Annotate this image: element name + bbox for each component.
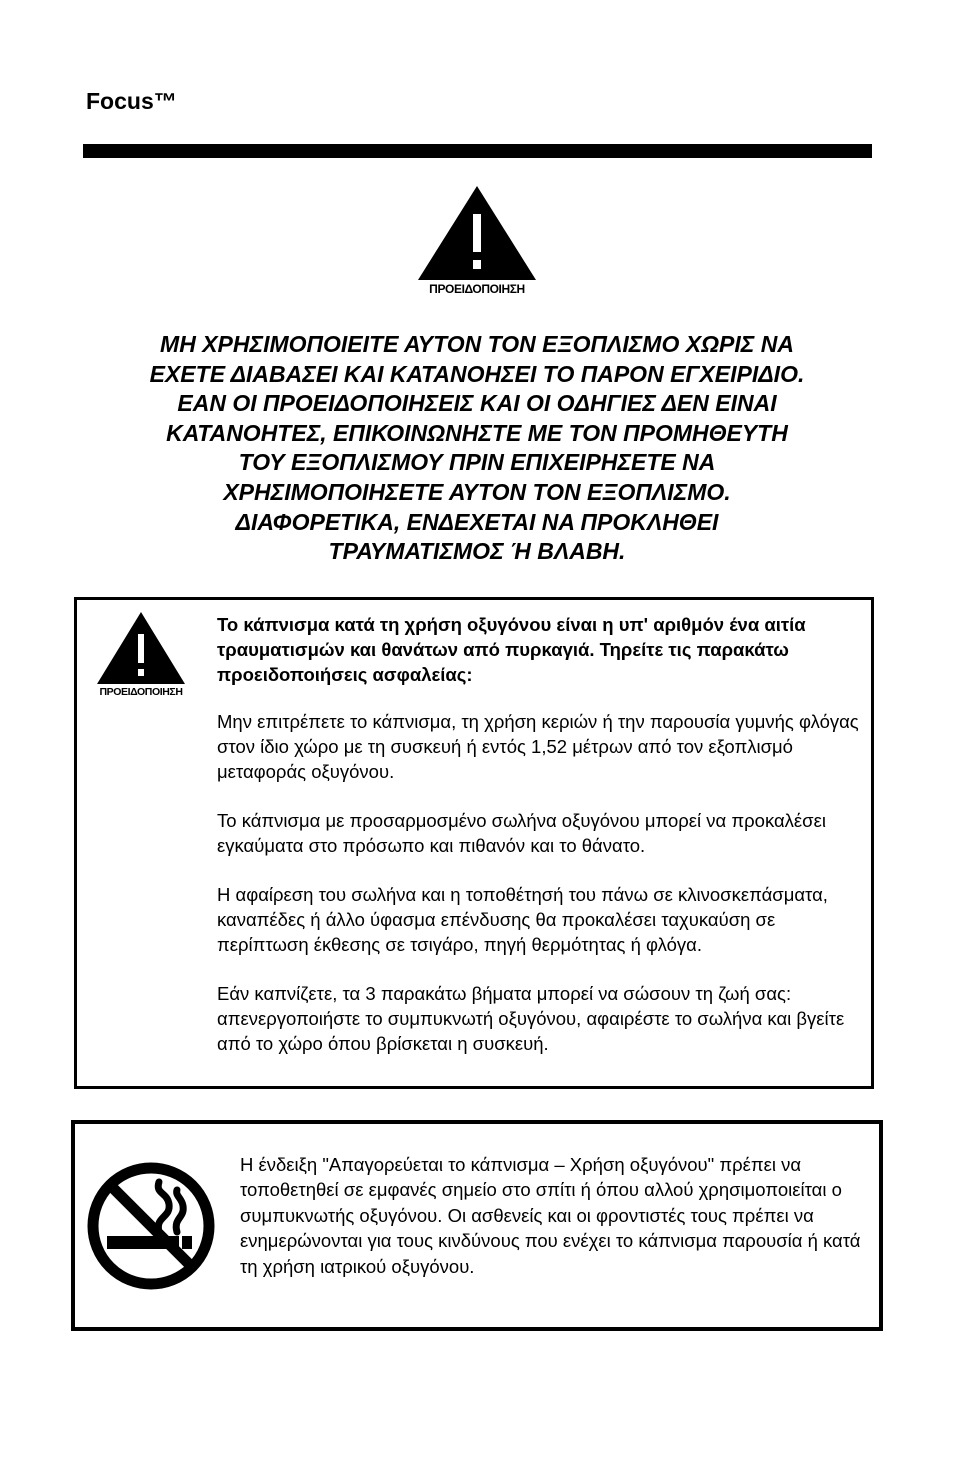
smoking-warning-paragraph: Το κάπνισμα με προσαρμοσμένο σωλήνα οξυγόνου μπορεί να προκαλέσει εγκαύματα στο πρόσωπο και πιθανόν και το θάνατο. (217, 810, 826, 856)
no-smoking-content (240, 1152, 880, 1279)
smoking-warning-symbol (81, 610, 201, 698)
main-warning-line: ΧΡΗΣΙΜΟΠΟΙΗΣΕΤΕ ΑΥΤΟΝ ΤΟΝ ΕΞΟΠΛΙΣΜΟ. (223, 478, 731, 505)
no-smoking-symbol (85, 1160, 217, 1297)
header-divider (83, 144, 872, 158)
smoking-warning-lead: Το κάπνισμα κατά τη χρήση οξυγόνου είναι η υπ' αριθμόν ένα αιτία τραυματισμών και θανάτων από πυρκαγιά. Τηρείτε τις παρακάτω προειδοποιήσεις ασφαλείας: (217, 614, 806, 685)
warning-triangle-icon (95, 610, 187, 686)
page-title: Focus™ (86, 88, 177, 114)
smoking-warning-box (74, 597, 874, 1089)
warning-triangle-icon (416, 184, 538, 282)
top-warning-symbol (412, 184, 542, 304)
main-warning-line: ΕΑΝ ΟΙ ΠΡΟΕΙΔΟΠΟΙΗΣΕΙΣ ΚΑΙ ΟΙ ΟΔΗΓΙΕΣ ΔΕΝ ΕΙΝΑΙ (177, 390, 777, 417)
no-smoking-icon (85, 1160, 217, 1292)
main-warning-line: ΜΗ ΧΡΗΣΙΜΟΠΟΙΕΙΤΕ ΑΥΤΟΝ ΤΟΝ ΕΞΟΠΛΙΣΜΟ ΧΩΡΙΣ ΝΑ (160, 331, 794, 357)
no-smoking-text: Η ένδειξη "Απαγορεύεται το κάπνισμα – Χρήση οξυγόνου" πρέπει να τοποθετηθεί σε εμφανές σημείο στο σπίτι ή όπου αλλού χρησιμοποιείται ο συμπυκνωτής οξυγόνου. Οι ασθενείς και οι φροντιστές τους πρέπει να ενημερώνονται για τους κινδύνους που ενέχει το κάπνισμα παρουσία ή κατά τη χρήση ιατρικού οξυγόνου. (240, 1154, 861, 1277)
no-smoking-box (71, 1120, 883, 1331)
warning-label: ΠΡΟΕΙΔΟΠΟΙΗΣΗ (99, 686, 183, 698)
main-warning-line: ΤΟΥ ΕΞΟΠΛΙΣΜΟΥ ΠΡΙΝ ΕΠΙΧΕΙΡΗΣΕΤΕ ΝΑ (238, 449, 716, 476)
smoking-warning-paragraph: Η αφαίρεση του σωλήνα και η τοποθέτησή του πάνω σε κλινοσκεπάσματα, καναπέδες ή άλλο ύφασμα επένδυσης θα προκαλέσει ταχυκαύση σε περίπτωση έκθεσης σε τσιγάρο, πηγή θερμότητας ή φλόγα. (217, 884, 828, 955)
warning-label: ΠΡΟΕΙΔΟΠΟΙΗΣΗ (429, 282, 525, 296)
main-warning-line: ΚΑΤΑΝΟΗΤΕΣ, ΕΠΙΚΟΙΝΩΝΗΣΤΕ ΜΕ ΤΟΝ ΠΡΟΜΗΘΕΥΤΗ (166, 419, 788, 446)
smoking-warning-paragraph: Εάν καπνίζετε, τα 3 παρακάτω βήματα μπορεί να σώσουν τη ζωή σας: απενεργοποιήστε το συμπυκνωτή οξυγόνου, αφαιρέστε το σωλήνα και βγείτε από το χώρο όπου βρίσκεται η συσκευή. (217, 983, 845, 1054)
smoking-warning-paragraph: Μην επιτρέπετε το κάπνισμα, τη χρήση κεριών ή την παρουσία γυμνής φλόγας στον ίδιο χώρο με τη συσκευή ή εντός 1,52 μέτρων από τον εξοπλισμό μεταφοράς οξυγόνου. (217, 711, 859, 782)
main-warning-line: ΤΡΑΥΜΑΤΙΣΜΟΣ Ή ΒΛΑΒΗ. (328, 538, 626, 565)
main-warning-line: ΕΧΕΤΕ ΔΙΑΒΑΣΕΙ ΚΑΙ ΚΑΤΑΝΟΗΣΕΙ ΤΟ ΠΑΡΟΝ ΕΓΧΕΙΡΙΔΙΟ. (149, 360, 805, 387)
main-warning-text (60, 330, 894, 567)
smoking-warning-content (217, 612, 867, 1056)
main-warning-line: ΔΙΑΦΟΡΕΤΙΚΑ, ΕΝΔΕΧΕΤΑΙ ΝΑ ΠΡΟΚΛΗΘΕΙ (235, 508, 719, 535)
